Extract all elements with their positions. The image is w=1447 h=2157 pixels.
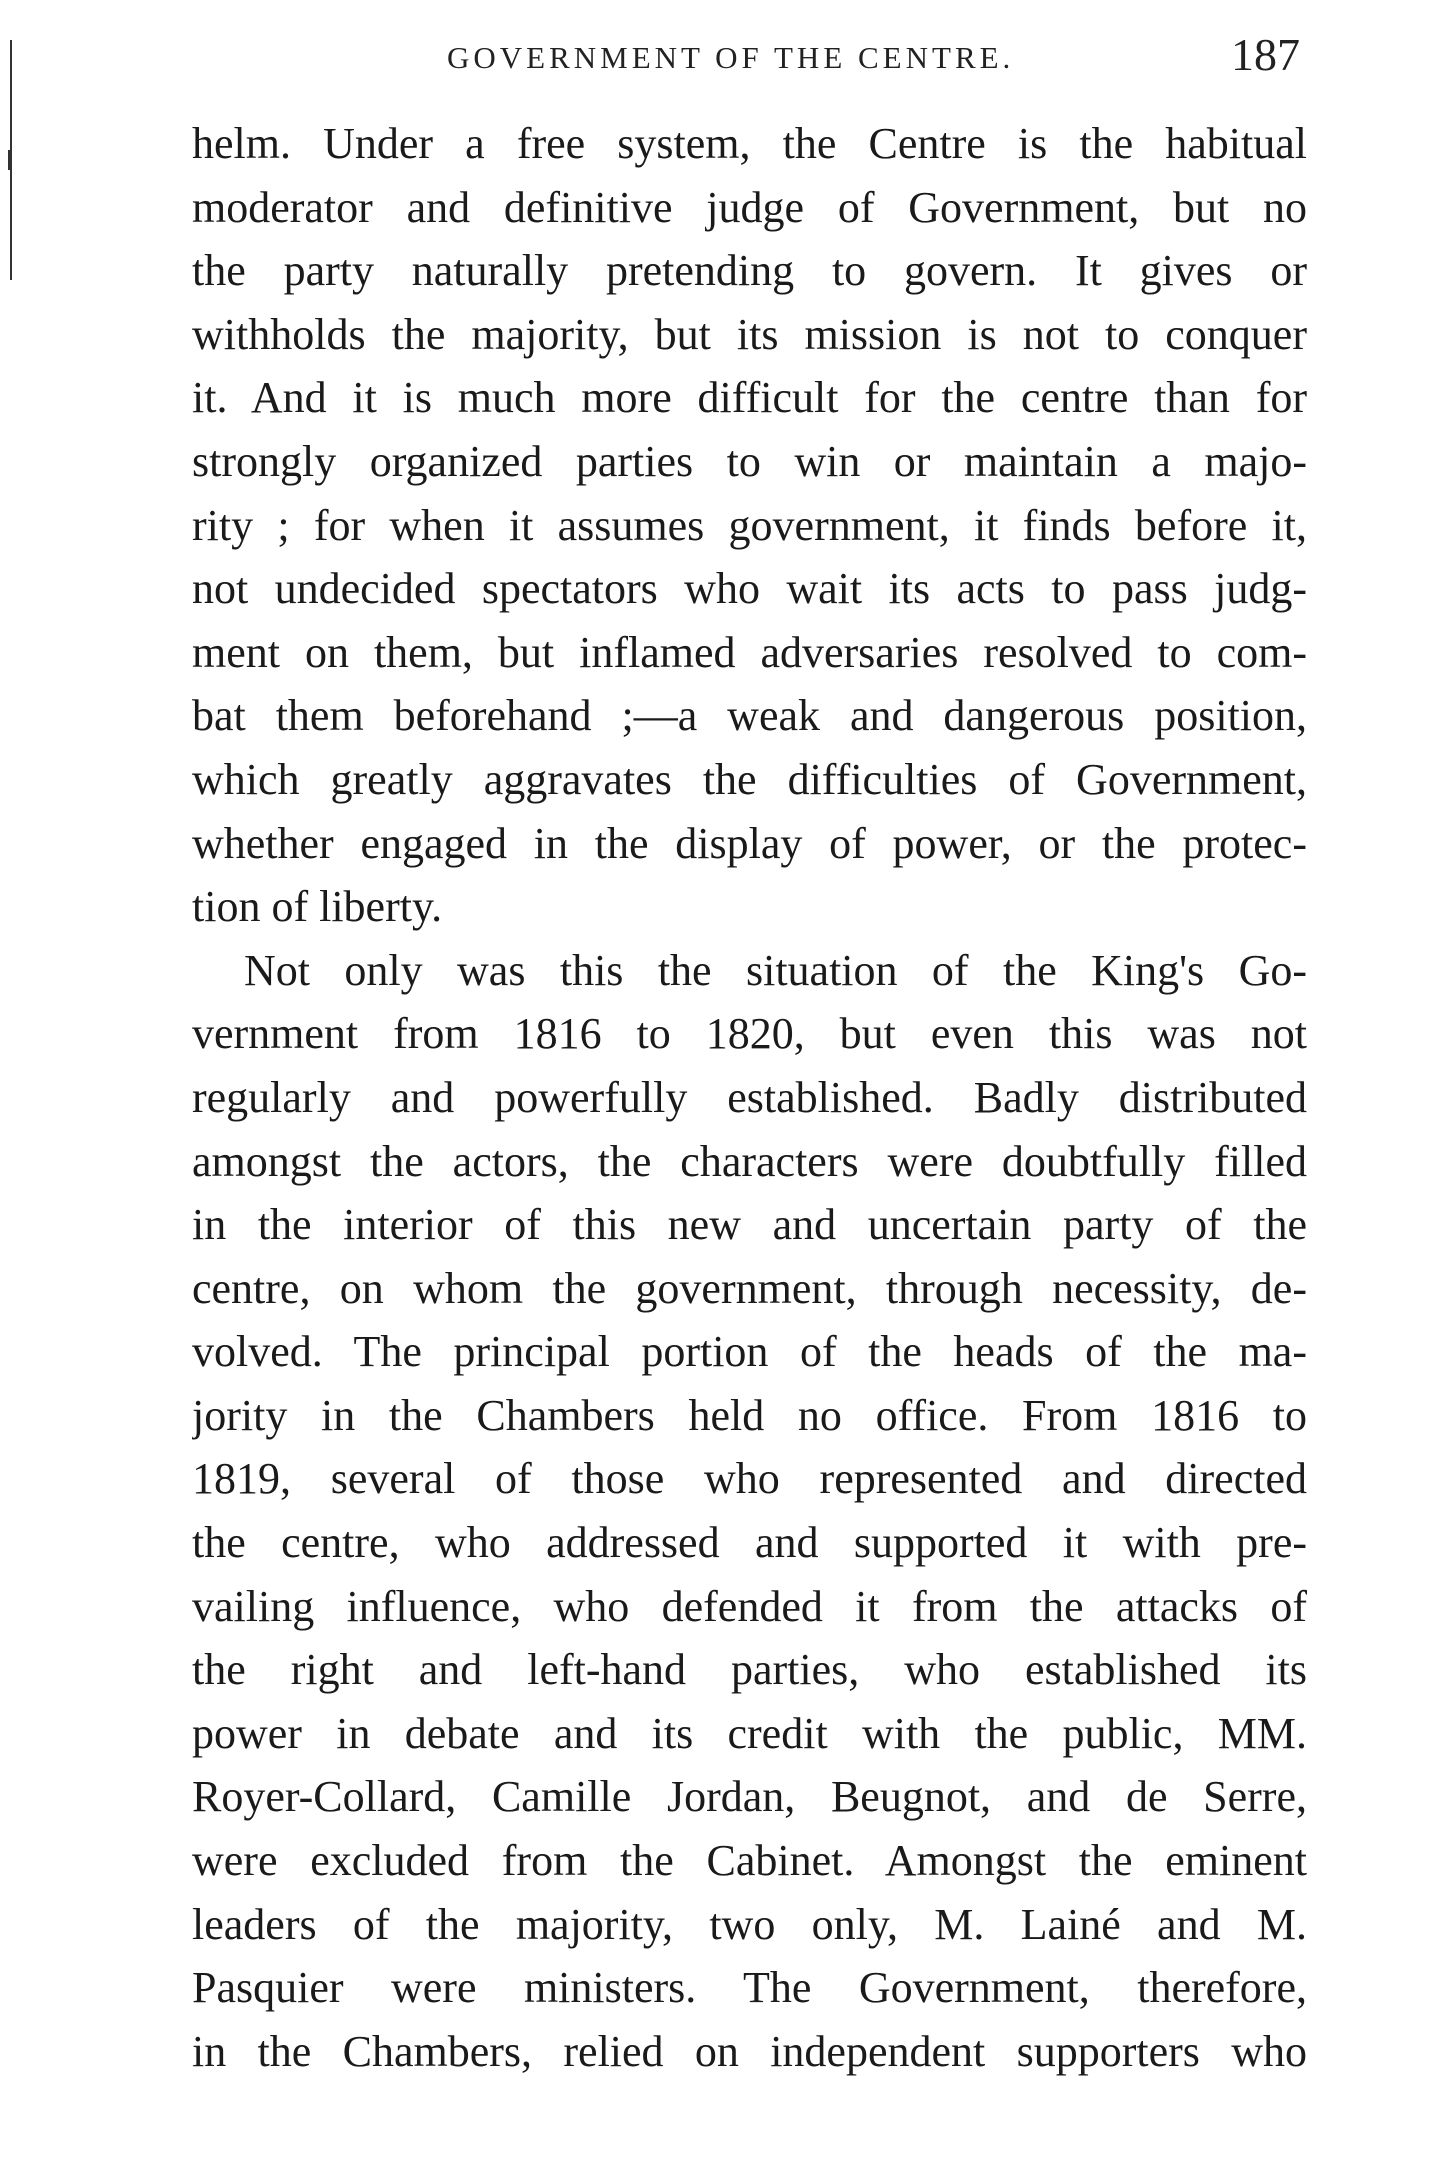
text-line: centre, on whom the government, through necessity, de- xyxy=(192,1263,1307,1313)
text-line: were excluded from the Cabinet. Amongst the eminent xyxy=(192,1836,1307,1886)
text-line: regularly and powerfully established. Badly distributed xyxy=(192,1072,1307,1122)
text-line: strongly organized parties to win or maintain a majo- xyxy=(192,436,1307,486)
text-line: leaders of the majority, two only, M. Lainé and M. xyxy=(192,1899,1307,1949)
text-line: rity ; for when it assumes government, it finds before it, xyxy=(192,500,1307,550)
text-line: power in debate and its credit with the public, MM. xyxy=(192,1708,1307,1758)
text-line: in the Chambers, relied on independent supporters who xyxy=(192,2026,1307,2076)
running-head: GOVERNMENT OF THE CENTRE. xyxy=(447,40,1015,75)
text-line: Royer-Collard, Camille Jordan, Beugnot, and de Serre, xyxy=(192,1772,1307,1822)
text-line: in the interior of this new and uncertain party of the xyxy=(192,1200,1307,1250)
page-header xyxy=(192,24,1300,94)
text-line: Pasquier were ministers. The Government, therefore, xyxy=(192,1963,1307,2013)
text-line: volved. The principal portion of the heads of the ma- xyxy=(192,1327,1307,1377)
text-line: the centre, who addressed and supported it with pre- xyxy=(192,1518,1307,1568)
text-line: not undecided spectators who wait its acts to pass judg- xyxy=(192,564,1307,614)
text-line: bat them beforehand ;—a weak and dangerous position, xyxy=(192,691,1307,741)
text-line: vailing influence, who defended it from the attacks of xyxy=(192,1581,1307,1631)
text-line: tion of liberty. xyxy=(192,882,443,932)
text-line: helm. Under a free system, the Centre is the habitual xyxy=(192,119,1307,168)
text-line: it. And it is much more difficult for the centre than for xyxy=(192,373,1307,423)
text-line: the party naturally pretending to govern. It gives or xyxy=(192,246,1307,296)
text-line: Not only was this the situation of the King's Go- xyxy=(244,945,1307,995)
text-line: moderator and definitive judge of Government, but no xyxy=(192,182,1307,232)
page-edge-mark xyxy=(8,150,12,170)
text-line: 1819, several of those who represented and directed xyxy=(192,1454,1307,1504)
text-line: the right and left-hand parties, who established its xyxy=(192,1645,1307,1695)
text-line: ment on them, but inflamed adversaries resolved to com- xyxy=(192,627,1307,677)
text-line: jority in the Chambers held no office. From 1816 to xyxy=(192,1390,1307,1440)
page-number: 187 xyxy=(1231,29,1300,80)
text-line: which greatly aggravates the difficulties of Government, xyxy=(192,754,1307,804)
text-line: withholds the majority, but its mission is not to conquer xyxy=(192,309,1307,359)
body-text xyxy=(192,112,1307,2083)
text-line: whether engaged in the display of power, or the protec- xyxy=(192,818,1307,868)
text-line: vernment from 1816 to 1820, but even this was not xyxy=(192,1009,1307,1059)
text-line: amongst the actors, the characters were doubtfully filled xyxy=(192,1136,1307,1186)
